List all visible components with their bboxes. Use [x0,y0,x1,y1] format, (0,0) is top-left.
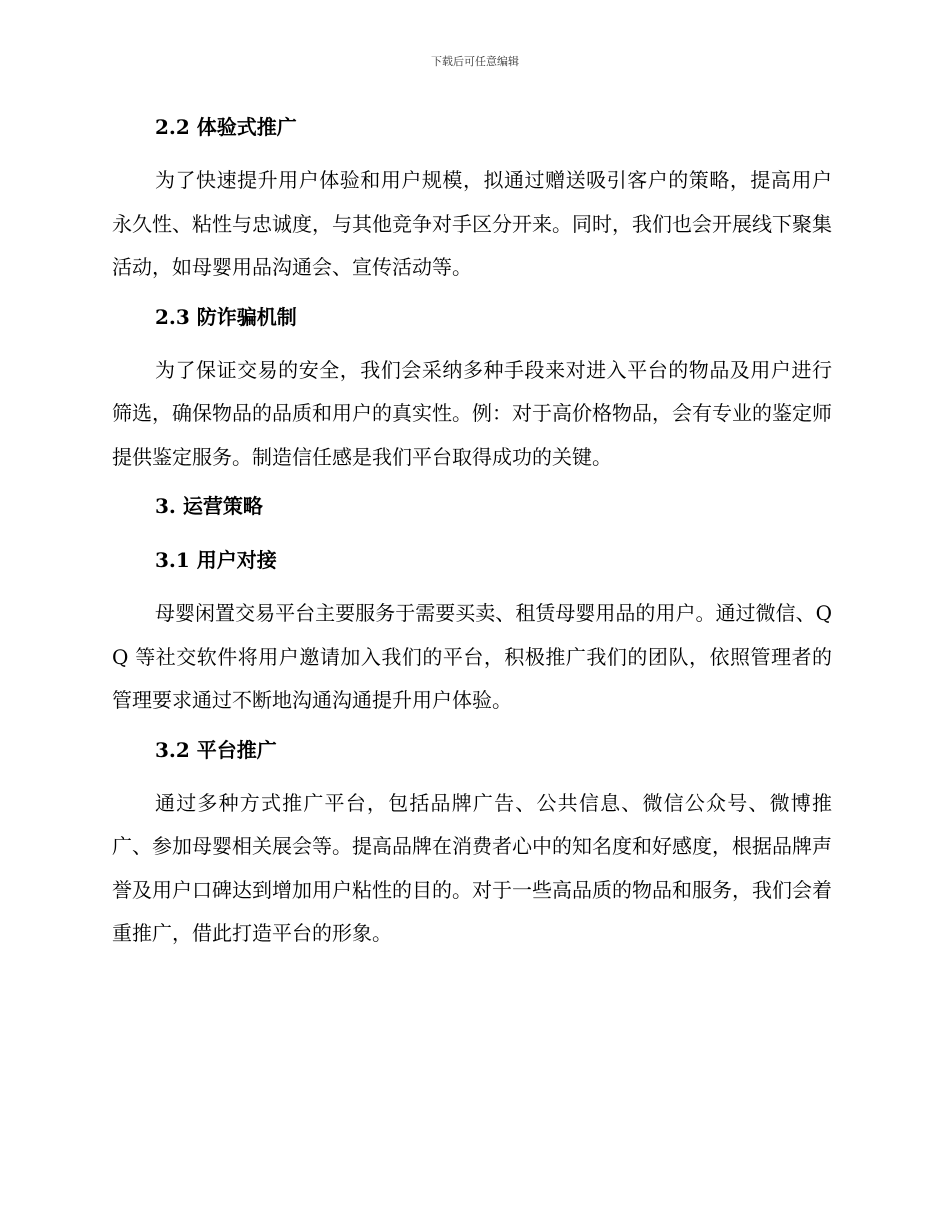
section-heading-2-2: 2.2 体验式推广 [155,115,297,139]
page-header: 下载后可任意编辑 [431,55,519,68]
section-heading-2-3: 2.3 防诈骗机制 [155,304,297,329]
section-heading-3-1: 3.1 用户对接 [155,548,277,572]
section-heading-3: 3. 运营策略 [155,494,263,518]
section-paragraph-2-3: 为了保证交易的安全，我们会采纳多种手段来对进入平台的物品及用户进行筛选，确保物品的品质和用户的真实性。例：对于高价格物品，会有专业的鉴定师提供鉴定服务。制造信任感是我们平台取得成功的关键。 [112,357,832,469]
section-paragraph-2-2: 为了快速提升用户体验和用户规模，拟通过赠送吸引客户的策略，提高用户永久性、粘性与忠诚度，与其他竞争对手区分开来。同时，我们也会开展线下聚集活动，如母婴用品沟通会、宣传活动等。 [112,168,832,279]
section-paragraph-3-2: 通过多种方式推广平台，包括品牌广告、公共信息、微信公众号、微博推广、参加母婴相关展会等。提高品牌在消费者心中的知名度和好感度，根据品牌声誉及用户口碑达到增加用户粘性的目的。对于一些高品质的物品和服务，我们会着重推广，借此打造平台的形象。 [112,790,832,945]
section-heading-3-2: 3.2 平台推广 [155,737,277,762]
document-body [112,112,832,956]
section-paragraph-3-1: 母婴闲置交易平台主要服务于需要买卖、租赁母婴用品的用户。通过微信、QQ 等社交软件将用户邀请加入我们的平台，积极推广我们的团队，依照管理者的管理要求通过不断地沟通沟通提升用户体验。 [112,601,832,712]
